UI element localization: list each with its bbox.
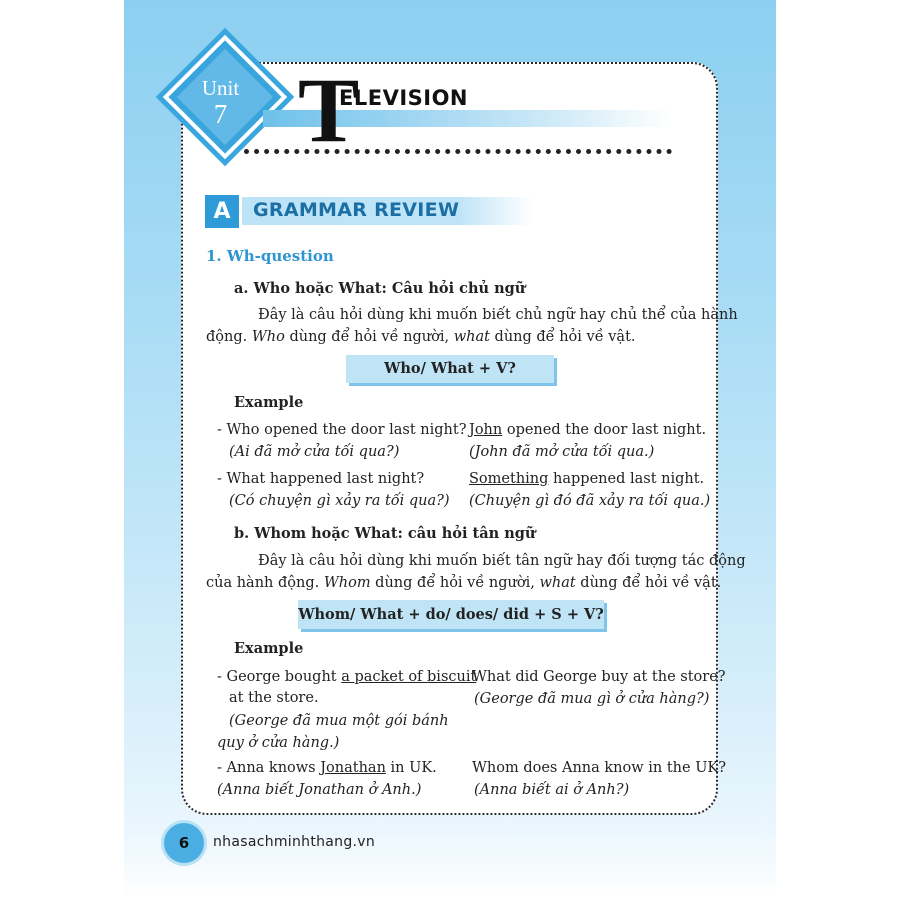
example-b1-question: What did George buy at the store? [472,669,726,685]
example-b2-translation: (Anna biết Jonathan ở Anh.) [217,782,422,798]
example-b2-question-translation: (Anna biết ai ở Anh?) [474,782,630,798]
example-a1-answer: John opened the door last night. [469,422,707,438]
example-a2-question: - What happened last night? [217,471,425,487]
example-a1-question-translation: (Ai đã mở cửa tối qua?) [229,444,400,460]
part-b-paragraph-line1: Đây là câu hỏi dùng khi muốn biết tân ngữ hay đối tượng tác động [258,553,746,569]
publisher-site: nhasachminhthang.vn [213,834,376,850]
part-a-paragraph-line1: Đây là câu hỏi dùng khi muốn biết chủ ngữ hay chủ thể của hành [258,307,738,323]
unit-badge [163,35,278,150]
part-b-heading: b. Whom hoặc What: câu hỏi tân ngữ [234,525,536,542]
part-a-heading: a. Who hoặc What: Câu hỏi chủ ngữ [234,280,526,297]
page-title: ELEVISION [339,86,469,110]
page-number: 6 [164,823,204,863]
example-a2-question-translation: (Có chuyện gì xảy ra tối qua?) [229,493,450,509]
unit-label: Unit [201,76,240,100]
section-a-title: GRAMMAR REVIEW [253,199,460,221]
part-a-paragraph-line2: động. Who dùng để hỏi về người, what dùng để hỏi về vật. [206,329,636,345]
example-a1-question: - Who opened the door last night? [217,422,467,438]
example-a1-answer-translation: (John đã mở cửa tối qua.) [469,444,655,460]
part-b-paragraph-line2: của hành động. Whom dùng để hỏi về người, what dùng để hỏi về vật. [206,575,722,591]
part-b-example-label: Example [234,640,304,657]
example-b1-statement: - George bought a packet of biscuit [217,669,477,685]
title-divider [244,149,672,154]
example-b1-translation-line2: quy ở cửa hàng.) [217,735,340,751]
formula-box-b: Whom/ What + do/ does/ did + S + V? [298,600,604,629]
example-a2-answer: Something happened last night. [469,471,705,487]
title-initial: T [298,59,360,161]
formula-box-a: Who/ What + V? [346,355,554,383]
section-a-letter: A [205,195,239,228]
example-b2-statement: - Anna knows Jonathan in UK. [217,760,437,776]
example-b1-translation-line1: (George đã mua một gói bánh [229,713,449,729]
example-b1-statement-line2: at the store. [229,690,319,706]
unit-number: 7 [213,99,228,129]
example-b2-question: Whom does Anna know in the UK? [472,760,727,776]
example-a2-answer-translation: (Chuyện gì đó đã xảy ra tối qua.) [469,493,711,509]
part-a-example-label: Example [234,394,304,411]
heading-wh-question: 1. Wh-question [206,247,334,265]
example-b1-question-translation: (George đã mua gì ở cửa hàng?) [474,691,710,707]
